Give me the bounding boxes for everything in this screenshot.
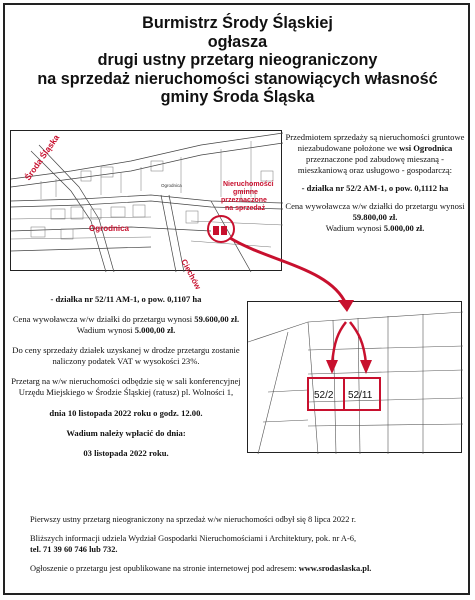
location-map xyxy=(10,130,282,291)
inner-arrowhead-right xyxy=(360,360,372,374)
callout-line-3: przeznaczone xyxy=(221,197,267,204)
published-text: Ogłoszenie o przetargu jest opublikowane na stronie internetowej pod adresem: xyxy=(30,564,299,573)
bottom-notes xyxy=(30,514,460,582)
parcel-map-drawing xyxy=(248,302,463,454)
intro-text-2: przeznaczone pod zabudowę mieszaną - mieszkaniową oraz usługowo - gospodarczą: xyxy=(297,154,453,175)
intro-village: wsi Ogrodnica xyxy=(399,143,453,153)
place-label: Ogrodnica xyxy=(161,183,182,188)
header-line-1: Burmistrz Środy Śląskiej xyxy=(142,14,333,32)
deposit-value-52-11: 5.000,00 zł. xyxy=(134,325,176,335)
auction-date: dnia 10 listopada 2022 roku o godz. 12.00. xyxy=(49,408,203,418)
header-line-4: na sprzedaż nieruchomości stanowiących własność xyxy=(37,69,438,88)
price-text-52-2: Cena wywoławcza w/w działki do przetargu wynosi xyxy=(285,201,465,211)
deposit-note: Wadium należy wpłacić do dnia: xyxy=(66,428,186,438)
plot-label-52-11: 52/11 xyxy=(348,390,373,401)
road-label-sroda: Środa Śląska xyxy=(22,132,62,183)
plot-52-11: - działka nr 52/11 AM-1, o pow. 0,1107 ha xyxy=(50,294,202,304)
header-line-3: drugi ustny przetarg nieograniczony xyxy=(97,51,378,70)
right-description xyxy=(284,132,466,241)
inner-arrowhead-left xyxy=(326,360,338,374)
deposit-value-52-2: 5.000,00 zł. xyxy=(383,223,425,233)
deposit-text-52-2: Wadium wynosi xyxy=(325,223,384,233)
phone-number: tel. 71 39 60 746 lub 732. xyxy=(30,545,118,554)
price-text-52-11: Cena wywoławcza w/w działki do przetargu wynosi xyxy=(12,314,195,324)
road-label-ciechow: Ciechów xyxy=(179,257,203,291)
deposit-date: 03 listopada 2022 roku. xyxy=(83,448,169,458)
price-value-52-2: 59.800,00 zł. xyxy=(352,212,398,222)
info-text: Bliższych informacji udziela Wydział Gospodarki Nieruchomościami i Architektury, pok. nr A-6, xyxy=(30,534,357,543)
price-value-52-11: 59.600,00 zł. xyxy=(194,314,240,324)
callout-line-1: Nieruchomości xyxy=(223,181,274,188)
callout-line-2: gminne xyxy=(233,189,258,196)
first-auction-note: Pierwszy ustny przetarg nieograniczony na sprzedaż w/w nieruchomości odbył się 8 lipca 2022 r. xyxy=(30,515,356,524)
location-map-drawing xyxy=(11,131,283,291)
notice-header xyxy=(0,14,475,107)
plot-52-2: - działka nr 52/2 AM-1, o pow. 0,1112 ha xyxy=(301,183,449,193)
callout-line-4: na sprzedaż xyxy=(225,205,266,212)
left-description xyxy=(8,294,244,468)
venue-text: Przetarg na w/w nieruchomości odbędzie się w sali konferencyjnej Urzędu Miejskiego w Środzie Śląskiej (ratusz) pl. Wolności 1, xyxy=(11,376,241,397)
parcel-map xyxy=(247,301,462,453)
village-label: Ogrodnica xyxy=(89,224,130,233)
intro-text-1: Przedmiotem sprzedaży są nieruchomości gruntowe niezabudowane położone we xyxy=(285,132,465,153)
header-line-2: ogłasza xyxy=(207,32,268,51)
plot-label-52-2: 52/2 xyxy=(314,390,334,401)
header-line-5: gminy Środa Śląska xyxy=(160,88,315,107)
deposit-text-52-11: Wadium wynosi xyxy=(76,325,135,335)
vat-note: Do ceny sprzedaży działek uzyskanej w drodze przetargu zostanie naliczony podatek VAT w wysokości 23%. xyxy=(12,345,240,366)
website-link[interactable]: www.srodaslaska.pl. xyxy=(298,564,372,573)
